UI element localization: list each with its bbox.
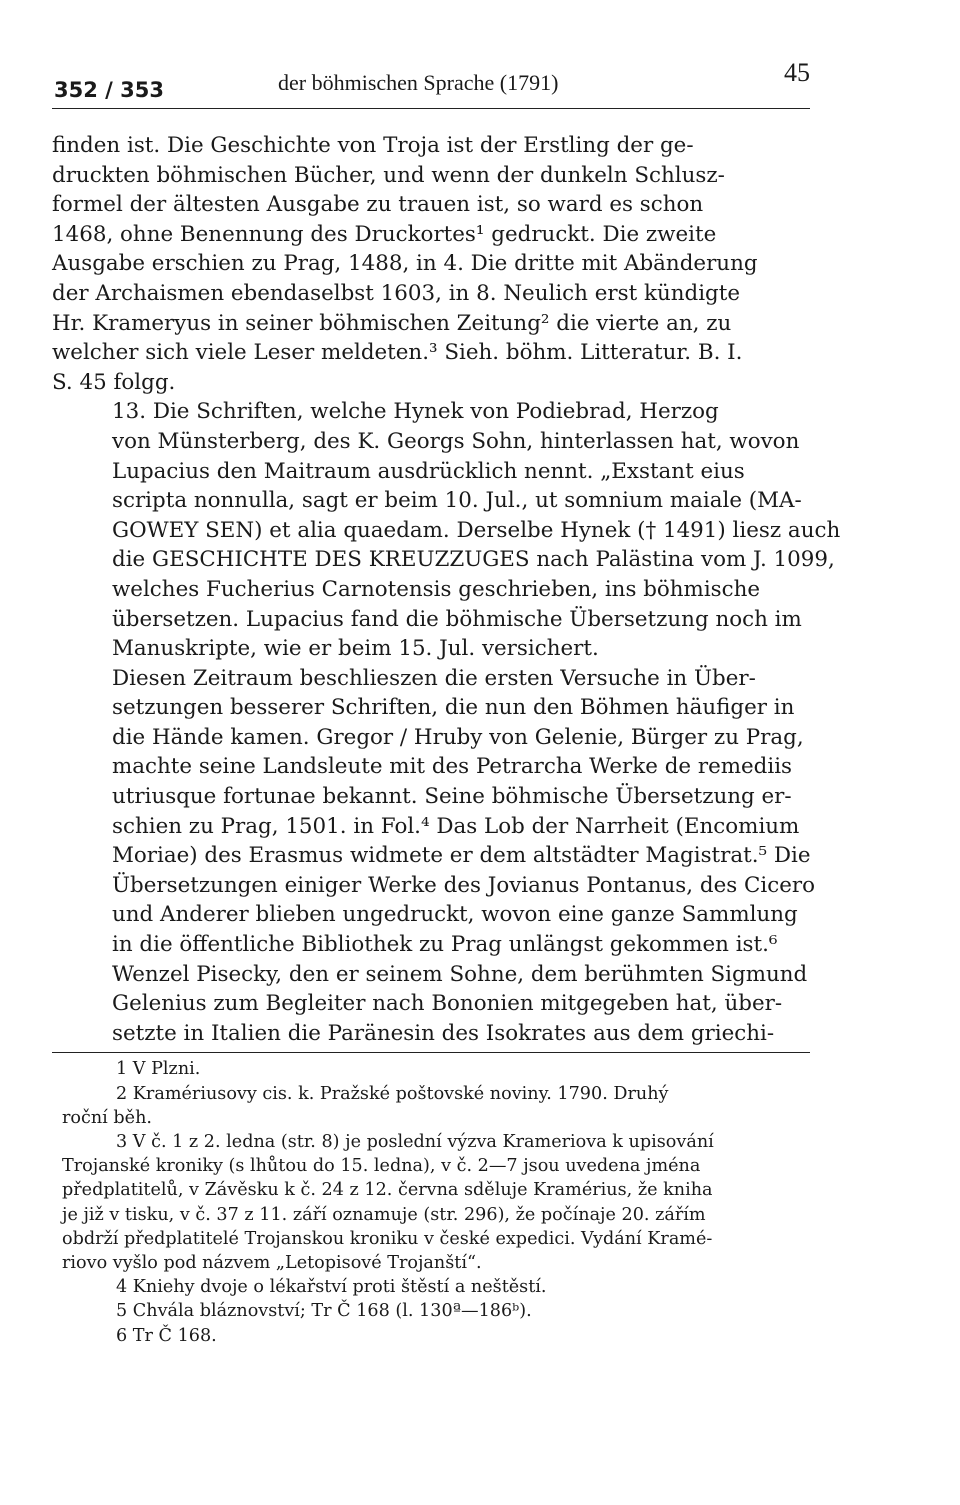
paragraph [52,131,810,397]
footnote-line: 6 Tr Č 168. [116,1325,217,1346]
page-range: 352 / 353 [54,78,164,102]
text-line: Diesen Zeitraum beschlieszen die ersten Versuche in Über- [112,665,756,691]
text-line: 1468, ohne Benennung des Druckortes¹ gedruckt. Die zweite [52,221,717,247]
text-line: formel der ältesten Ausgabe zu trauen ist, so ward es schon [52,192,704,218]
page-number: 45 [784,58,810,87]
text-line: Übersetzungen einiger Werke des Jovianus Pontanus, des Cicero [112,872,815,898]
text-line: Hr. Krameryus in seiner böhmischen Zeitung² die vierte an, zu [52,310,732,336]
text-line: S. 45 folgg. [52,369,176,395]
footnotes [52,1057,810,1347]
text-line: setzungen besserer Schriften, die nun den Böhmen häufiger in [112,695,795,721]
text-line: und Anderer blieben ungedruckt, wovon eine ganze Sammlung [112,902,798,928]
text-line: scripta nonnulla, sagt er beim 10. Jul., ut somnium maiale (MA- [112,488,802,514]
footnote-line: 3 V č. 1 z 2. ledna (str. 8) je poslední výzva Krameriova k upisování [116,1132,714,1153]
footnote-line: předplatitelů, v Závěsku k č. 24 z 12. června sděluje Kramérius, že kniha [62,1180,713,1201]
text-line: setzte in Italien die Paränesin des Isokrates aus dem griechi- [112,1020,775,1046]
footnote-line: 4 Kniehy dvoje o lékařství proti štěstí a neštěstí. [116,1277,547,1298]
text-line: Gelenius zum Begleiter nach Bononien mitgegeben hat, über- [112,991,783,1017]
text-line: die GESCHICHTE DES KREUZZUGES nach Palästina vom J. 1099, [112,547,835,573]
footnote-divider [52,1052,810,1053]
text-line: GOWEY SEN) et alia quaedam. Derselbe Hynek († 1491) liesz auch [112,517,841,543]
text-line: Wenzel Pisecky, den er seinem Sohne, dem berühmten Sigmund [112,961,808,987]
text-line: Moriae) des Erasmus widmete er dem altstädter Magistrat.⁵ Die [112,843,811,869]
text-line: in die öffentliche Bibliothek zu Prag unlängst gekommen ist.⁶ [112,932,778,958]
main-text [52,131,841,1048]
page-header [52,56,810,109]
text-line: die Hände kamen. Gregor / Hruby von Gelenie, Bürger zu Prag, [112,724,804,750]
footnote-line: je již v tisku, v č. 37 z 11. září oznamuje (str. 296), že počínaje 20. zářím [62,1204,706,1225]
text-line: welches Fucherius Carnotensis geschrieben, ins böhmische [112,576,761,602]
footnote-line: 2 Kramériusovy cis. k. Pražské poštovské noviny. 1790. Druhý [116,1083,669,1104]
text-line: der Archaismen ebendaselbst 1603, in 8. Neulich erst kündigte [52,280,740,306]
text-line: utriusque fortunae bekannt. Seine böhmische Übersetzung er- [112,784,792,810]
text-line: übersetzen. Lupacius fand die böhmische Übersetzung noch im [112,606,802,632]
text-line: druckten böhmischen Bücher, und wenn der dunkeln Schlusz- [52,162,725,188]
footnote-line: 5 Chvála bláznovství; Tr Č 168 (l. 130ª—186ᵇ). [116,1301,532,1322]
text-line: von Münsterberg, des K. Georgs Sohn, hinterlassen hat, wovon [112,428,800,454]
text-line: schien zu Prag, 1501. in Fol.⁴ Das Lob der Narrheit (Encomium [112,813,800,839]
footnote-line: Trojanské kroniky (s lhůtou do 15. ledna), v č. 2—7 jsou uvedena jména [62,1156,701,1177]
text-line: welcher sich viele Leser meldeten.³ Sieh. böhm. Litteratur. B. I. [52,340,743,366]
footnote-line: 1 V Plzni. [116,1059,201,1080]
footnote-line: riovo vyšlo pod názvem „Letopisové Trojanští“. [62,1253,482,1274]
text-line: Ausgabe erschien zu Prag, 1488, in 4. Die dritte mit Abänderung [52,251,758,277]
footnote-line: obdrží předplatitelé Trojanskou kroniku v české expedici. Vydání Kramé- [62,1228,713,1249]
paragraph [52,397,841,663]
text-line: 13. Die Schriften, welche Hynek von Podiebrad, Herzog [112,399,719,425]
text-line: Manuskripte, wie er beim 15. Jul. versichert. [112,636,599,662]
text-line: Lupacius den Maitraum ausdrücklich nennt. „Exstant eius [112,458,745,484]
footnote-line: roční běh. [62,1107,153,1128]
text-line: machte seine Landsleute mit des Petrarcha Werke de remediis [112,754,793,780]
running-title: der böhmischen Sprache (1791) [278,70,559,95]
paragraph [52,664,815,1049]
text-line: finden ist. Die Geschichte von Troja ist der Erstling der ge- [52,133,694,158]
